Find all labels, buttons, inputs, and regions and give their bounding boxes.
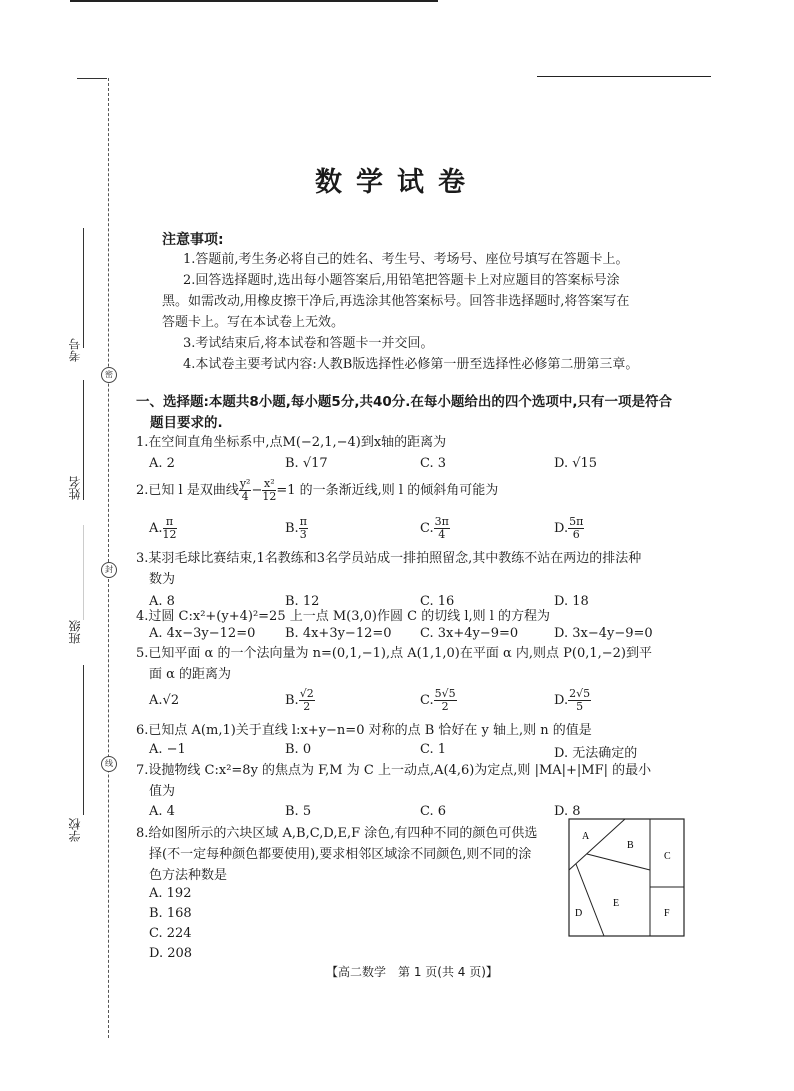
- q2-frac-y: $\frac{\text{y²}}{4}$: [239, 477, 251, 503]
- section-heading: [136, 392, 672, 434]
- q3-option-d: D. 18: [554, 594, 589, 609]
- q8-option-b: B. 168: [149, 906, 192, 921]
- q2-stem-post: =1 的一条渐近线,则 l 的倾斜角可能为: [276, 483, 499, 498]
- binding-dotted-line: [108, 78, 109, 1038]
- q8-option-a: A. 192: [149, 886, 192, 901]
- q1-option-a: A. 2: [149, 456, 175, 471]
- question-3-stem-cont: 数为: [149, 572, 176, 587]
- q3-option-b: B. 12: [285, 594, 320, 609]
- top-edge-line: [70, 0, 438, 2]
- q4-option-a: A. 4x−3y−12=0: [149, 626, 256, 641]
- note-2: 2.回答选择题时,选出每小题答案后,用铅笔把答题卡上对应题目的答案标号涂: [183, 273, 620, 288]
- q2-option-a: A. $\frac{\pi}{12}$: [149, 515, 177, 541]
- q8-option-d: D. 208: [149, 946, 193, 961]
- q6-option-b: B. 0: [285, 742, 312, 757]
- label-class: 班级: [68, 620, 82, 644]
- label-exam-number: 考号: [68, 338, 82, 362]
- question-7-stem-cont: 值为: [149, 784, 176, 799]
- q2-option-b: B. $\frac{\pi}{3}$: [285, 515, 307, 541]
- note-2-cont2: 答题卡上。写在本试卷上无效。: [162, 315, 345, 330]
- q3-option-c: C. 16: [420, 594, 455, 609]
- region-label-e: E: [613, 898, 620, 909]
- q7-option-b: B. 5: [285, 804, 312, 819]
- region-label-f: F: [664, 908, 670, 919]
- exam-number-line: [83, 228, 84, 348]
- corner-line-right: [537, 76, 711, 77]
- note-2-cont: 黑。如需改动,用橡皮擦干净后,再选涂其他答案标号。回答非选择题时,将答案写在: [162, 294, 630, 309]
- q4-option-d: D. 3x−4y−9=0: [554, 626, 653, 641]
- q6-option-c: C. 1: [420, 742, 447, 757]
- seal-mi: 密: [101, 367, 117, 383]
- seal-feng: 封: [101, 562, 117, 578]
- note-3: 3.考试结束后,将本试卷和答题卡一并交回。: [183, 336, 434, 351]
- q2-stem-pre: 2.已知 l 是双曲线: [136, 483, 239, 498]
- note-4: 4.本试卷主要考试内容:人教B版选择性必修第一册至选择性必修第二册第三章。: [183, 357, 639, 372]
- region-label-d: D: [575, 908, 583, 919]
- corner-line-left: [77, 78, 107, 79]
- region-coloring-figure: [568, 818, 686, 938]
- section-line-2: 题目要求的.: [150, 415, 223, 431]
- region-label-c: C: [664, 851, 671, 862]
- class-line-top: [83, 525, 84, 620]
- q2-frac-x: $\frac{\text{x²}}{12}$: [262, 477, 277, 503]
- q1-option-c: C. 3: [420, 456, 447, 471]
- label-school: 学校: [68, 818, 82, 842]
- question-1-stem: 1.在空间直角坐标系中,点M(−2,1,−4)到x轴的距离为: [136, 435, 447, 450]
- q7-option-c: C. 6: [420, 804, 447, 819]
- note-1: 1.答题前,考生务必将自己的姓名、考生号、考场号、座位号填写在答题卡上。: [183, 252, 629, 267]
- q5-option-b: B. $\frac{√2}{2}$: [285, 687, 314, 713]
- q2-minus: −: [251, 483, 263, 498]
- page-title: 数学试卷: [315, 167, 479, 198]
- q6-option-a: A. −1: [149, 742, 186, 757]
- question-8-stem-1: 8.给如图所示的六块区域 A,B,C,D,E,F 涂色,有四种不同的颜色可供选: [136, 826, 538, 841]
- q7-option-d: D. 8: [554, 804, 581, 819]
- q6-option-d: D. 无法确定的: [554, 746, 638, 761]
- q2-option-c: C. $\frac{3\pi}{4}$: [420, 515, 449, 541]
- q5-option-d: D. $\frac{2√5}{5}$: [554, 687, 591, 713]
- q2-option-d: D. $\frac{5\pi}{6}$: [554, 515, 584, 541]
- name-line: [83, 380, 84, 500]
- q5-option-a: A.√2: [149, 693, 180, 708]
- question-6-stem: 6.已知点 A(m,1)关于直线 l:x+y−n=0 对称的点 B 恰好在 y 轴上,则 n 的值是: [136, 723, 592, 738]
- q5-option-c: C. $\frac{5√5}{2}$: [420, 687, 456, 713]
- line-d-e: [576, 864, 604, 936]
- q1-option-b: B. √17: [285, 456, 328, 471]
- question-7-stem: 7.设抛物线 C:x²=8y 的焦点为 F,M 为 C 上一动点,A(4,6)为定点,则 |MA|+|MF| 的最小: [136, 763, 652, 778]
- question-5-stem: 5.已知平面 α 的一个法向量为 n=(0,1,−1),点 A(1,1,0)在平面 α 内,则点 P(0,1,−2)到平: [136, 646, 653, 661]
- q7-option-a: A. 4: [149, 804, 175, 819]
- notes-heading: 注意事项:: [162, 232, 224, 248]
- q8-option-c: C. 224: [149, 926, 192, 941]
- page-footer: 【高二数学 第 1 页(共 4 页)】: [326, 965, 498, 979]
- q4-option-b: B. 4x+3y−12=0: [285, 626, 392, 641]
- question-8-stem-3: 色方法种数是: [149, 868, 228, 883]
- q1-option-d: D. √15: [554, 456, 598, 471]
- question-8-stem-2: 择(不一定每种颜色都要使用),要求相邻区域涂不同颜色,则不同的涂: [149, 847, 532, 862]
- line-b-e: [587, 854, 650, 870]
- label-name: 姓名: [68, 476, 82, 500]
- section-line-1: 一、选择题:本题共8小题,每小题5分,共40分.在每小题给出的四个选项中,只有一项是符合: [136, 394, 672, 410]
- seal-xian: 线: [101, 756, 117, 772]
- question-3-stem: 3.某羽毛球比赛结束,1名教练和3名学员站成一排拍照留念,其中教练不站在两边的排法种: [136, 551, 642, 566]
- q3-option-a: A. 8: [149, 594, 175, 609]
- region-label-b: B: [627, 840, 634, 851]
- line-a-b: [569, 819, 625, 870]
- question-2-stem: [136, 478, 498, 503]
- region-label-a: A: [582, 831, 590, 842]
- question-5-stem-cont: 面 α 的距离为: [149, 667, 232, 682]
- class-line: [83, 665, 84, 815]
- q4-option-c: C. 3x+4y−9=0: [420, 626, 519, 641]
- question-4-stem: 4.过圆 C:x²+(y+4)²=25 上一点 M(3,0)作圆 C 的切线 l,则 l 的方程为: [136, 609, 551, 624]
